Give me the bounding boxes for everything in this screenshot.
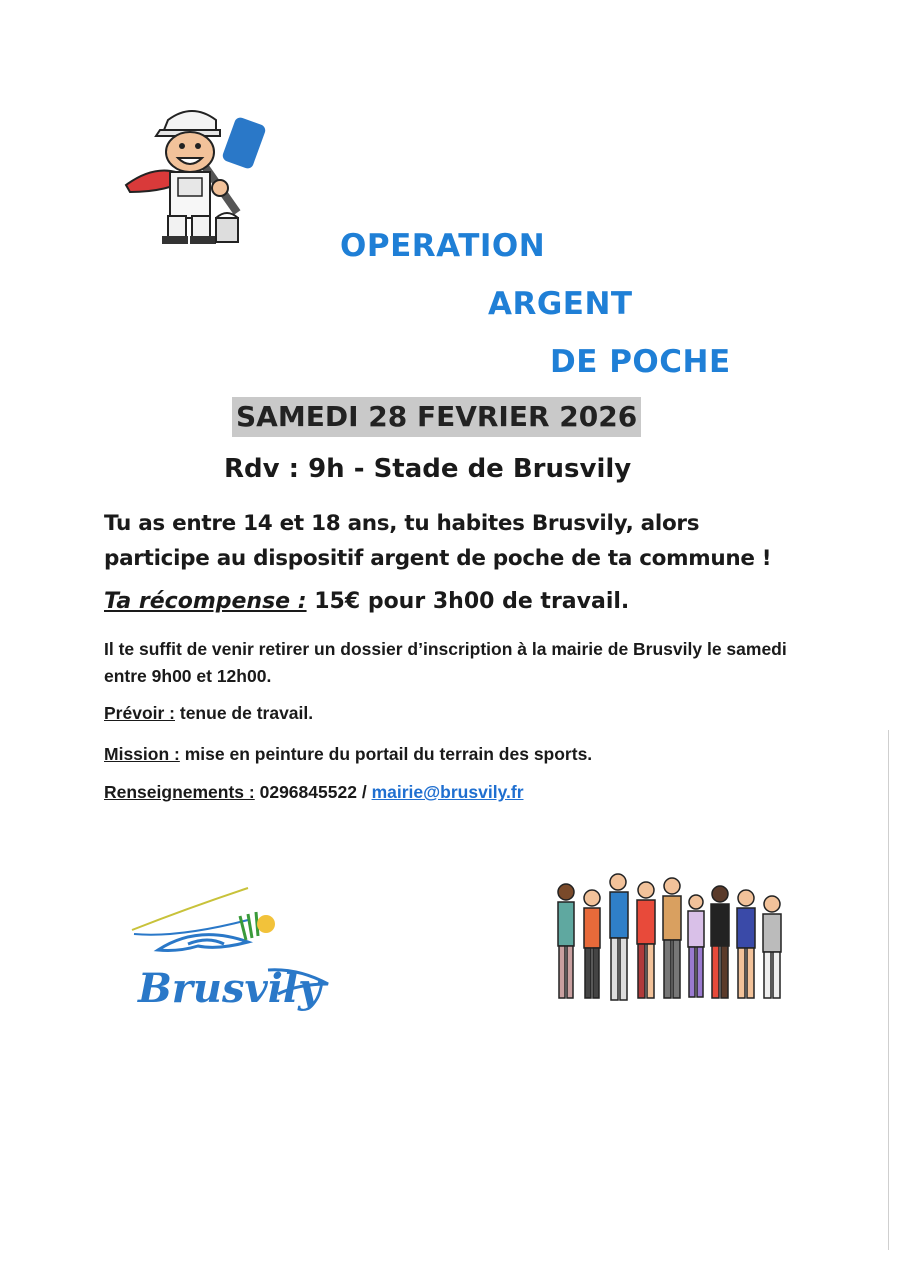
separator: / — [361, 782, 367, 802]
reward-label: Ta récompense : — [104, 589, 307, 614]
title-line-3: DE POCHE — [550, 344, 731, 380]
renseignements-label: Renseignements : — [104, 782, 255, 802]
rendezvous-line: Rdv : 9h - Stade de Brusvily — [224, 454, 632, 484]
mission-line — [104, 744, 592, 765]
phone-number: 0296845522 — [259, 782, 357, 802]
mission-label: Mission : — [104, 744, 180, 764]
email-link[interactable]: mairie@brusvily.fr — [371, 782, 524, 802]
painter-illustration — [120, 100, 270, 250]
renseignements-line — [104, 782, 524, 803]
title-line-1: OPERATION — [340, 228, 546, 264]
young-people-illustration — [552, 868, 787, 1013]
logo-text: Brusvily — [138, 965, 322, 1012]
prevoir-line — [104, 703, 313, 724]
event-date: SAMEDI 28 FEVRIER 2026 — [232, 397, 641, 437]
prevoir-label: Prévoir : — [104, 703, 175, 723]
title-line-2: ARGENT — [488, 286, 633, 322]
prevoir-text: tenue de travail. — [179, 703, 314, 723]
mission-text: mise en peinture du portail du terrain des sports. — [184, 744, 593, 764]
intro-paragraph: Tu as entre 14 et 18 ans, tu habites Brusvily, alors participe au dispositif argent de poche de ta commune ! — [104, 511, 772, 571]
page-edge-line — [888, 730, 889, 1250]
reward-line — [104, 589, 629, 614]
brusvily-logo — [128, 880, 338, 1020]
reward-text: 15€ pour 3h00 de travail. — [314, 589, 630, 614]
info-paragraph: Il te suffit de venir retirer un dossier d’inscription à la mairie de Brusvily le samedi entre 9h00 et 12h00. — [104, 639, 787, 686]
